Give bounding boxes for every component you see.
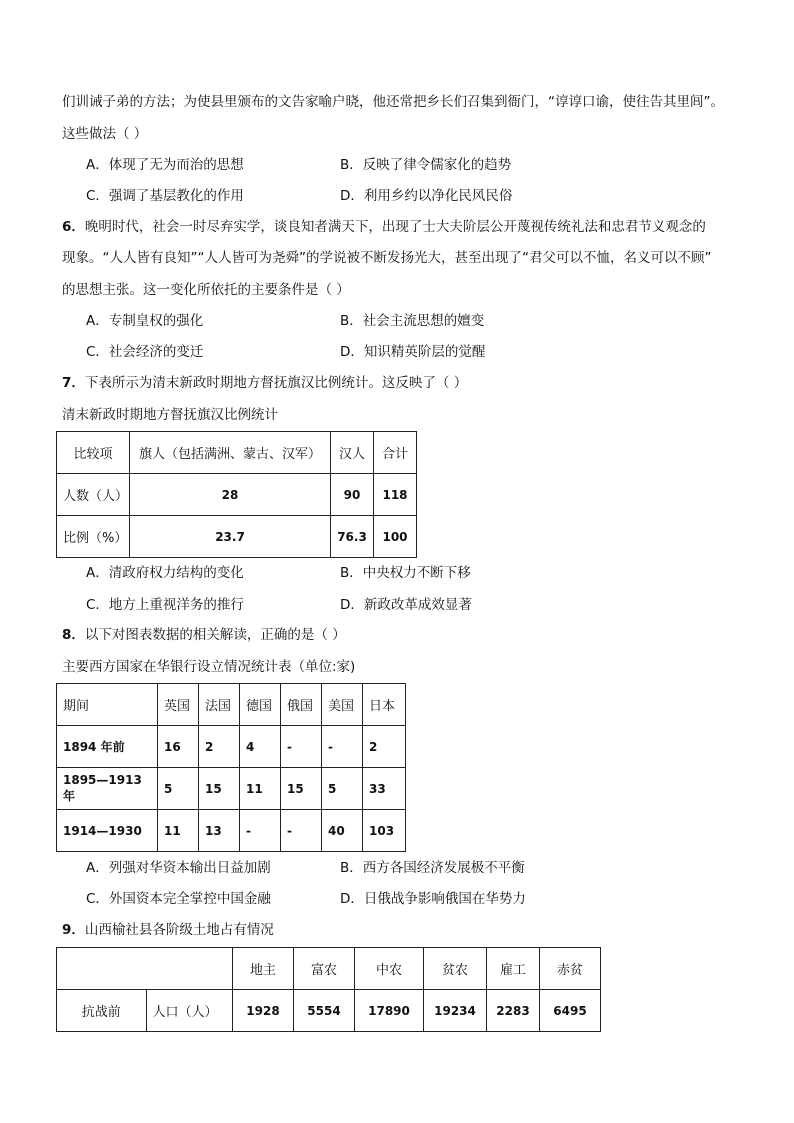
q8-cell: 1914—1930 [57, 810, 158, 852]
q7-option-c: C．地方上重视洋务的推行 [86, 597, 244, 613]
q9-header-cell: 赤贫 [540, 948, 601, 990]
q8-option-a: A．列强对华资本输出日益加剧 [86, 860, 271, 876]
q9-corner-cell [57, 948, 233, 990]
q8-cell: 2 [363, 726, 406, 768]
q8-cell: 5 [158, 768, 199, 810]
q8-table-row [57, 810, 406, 852]
q9-table-row [57, 990, 601, 1032]
q6-line-1 [62, 217, 706, 237]
q7-number: 7． [62, 375, 85, 391]
q9-label-cell: 人口（人） [146, 990, 233, 1032]
q9-header-cell: 雇工 [487, 948, 540, 990]
q8-cell: - [281, 810, 322, 852]
q6-option-a: A．专制皇权的强化 [86, 313, 204, 329]
q7-header-cell: 旗人（包括满洲、蒙古、汉军） [130, 432, 331, 474]
q8-cell: 16 [158, 726, 199, 768]
intro-option-b: B．反映了律令儒家化的趋势 [340, 157, 512, 173]
q8-stem-line [62, 625, 346, 645]
q9-header-row [57, 948, 601, 990]
q7-cell: 90 [331, 474, 374, 516]
q8-header-cell: 英国 [158, 684, 199, 726]
q9-cell: 2283 [487, 990, 540, 1032]
q8-cell: 40 [322, 810, 363, 852]
q9-cell: 6495 [540, 990, 601, 1032]
q8-table-row [57, 726, 406, 768]
q7-cell: 118 [374, 474, 417, 516]
intro-option-a: A．体现了无为而治的思想 [86, 157, 244, 173]
q9-header-cell: 富农 [294, 948, 355, 990]
q8-table-caption: 主要西方国家在华银行设立情况统计表（单位:家) [62, 659, 356, 675]
q9-cell: 5554 [294, 990, 355, 1032]
q7-header-row [57, 432, 417, 474]
q6-option-b: B．社会主流思想的嬗变 [340, 313, 485, 329]
q8-cell: 13 [199, 810, 240, 852]
q8-cell: 33 [363, 768, 406, 810]
q9-header-cell: 中农 [355, 948, 424, 990]
q8-cell: 2 [199, 726, 240, 768]
q9-table [56, 947, 601, 1032]
q6-line-2: 现象。“人人皆有良知”“人人皆可为尧舜”的学说被不断发扬光大，甚至出现了“君父可以不恤，名义可以不顾” [62, 250, 712, 266]
q7-option-a: A．清政府权力结构的变化 [86, 565, 244, 581]
q8-table-row [57, 768, 406, 810]
q7-table-caption: 清末新政时期地方督抚旗汉比例统计 [62, 407, 278, 423]
q8-cell: 1894 年前 [57, 726, 158, 768]
q9-period-cell: 抗战前 [57, 990, 147, 1032]
intro-option-c: C．强调了基层教化的作用 [86, 188, 244, 204]
q6-line-3: 的思想主张。这一变化所依托的主要条件是（ ） [62, 282, 350, 298]
q9-header-cell: 贫农 [424, 948, 487, 990]
intro-line-1: 们训诫子弟的方法；为使县里颁布的文告家喻户晓，他还常把乡长们召集到衙门，“谆谆口谕，使往告其里闾”。 [62, 94, 724, 110]
q8-header-row [57, 684, 406, 726]
q7-stem-line [62, 373, 467, 393]
q8-header-cell: 德国 [240, 684, 281, 726]
q8-header-cell: 俄国 [281, 684, 322, 726]
q7-option-d: D．新政改革成效显著 [340, 597, 472, 613]
q8-cell: 1895—1913 年 [57, 768, 158, 810]
q8-header-cell: 日本 [363, 684, 406, 726]
q8-header-cell: 期间 [57, 684, 158, 726]
q8-option-c: C．外国资本完全掌控中国金融 [86, 891, 271, 907]
q7-cell: 比例（%） [57, 516, 130, 558]
q7-header-cell: 汉人 [331, 432, 374, 474]
q7-header-cell: 比较项 [57, 432, 130, 474]
q9-cell: 17890 [355, 990, 424, 1032]
q7-cell: 28 [130, 474, 331, 516]
q8-option-b: B．西方各国经济发展极不平衡 [340, 860, 525, 876]
q7-cell: 100 [374, 516, 417, 558]
q8-cell: 5 [322, 768, 363, 810]
q6-number: 6． [62, 219, 85, 235]
q9-cell: 19234 [424, 990, 487, 1032]
q9-number: 9． [62, 922, 85, 938]
q9-stem: 山西榆社县各阶级土地占有情况 [84, 922, 274, 938]
q9-stem-line [62, 920, 274, 940]
q8-cell: - [322, 726, 363, 768]
q8-cell: 15 [199, 768, 240, 810]
intro-line-2: 这些做法（ ） [62, 126, 148, 142]
q7-header-cell: 合计 [374, 432, 417, 474]
q8-cell: 11 [240, 768, 281, 810]
q7-cell: 23.7 [130, 516, 331, 558]
q7-option-b: B．中央权力不断下移 [340, 565, 471, 581]
q8-cell: 4 [240, 726, 281, 768]
q8-header-cell: 美国 [322, 684, 363, 726]
intro-option-d: D．利用乡约以净化民风民俗 [340, 188, 513, 204]
q7-table-row [57, 516, 417, 558]
q6-option-c: C．社会经济的变迁 [86, 344, 204, 360]
q7-table [56, 431, 417, 558]
q8-number: 8． [62, 627, 85, 643]
q8-cell: 11 [158, 810, 199, 852]
q8-option-d: D．日俄战争影响俄国在华势力 [340, 891, 526, 907]
q8-cell: 15 [281, 768, 322, 810]
q7-table-row [57, 474, 417, 516]
q8-cell: - [240, 810, 281, 852]
q8-table [56, 683, 406, 852]
q9-cell: 1928 [233, 990, 294, 1032]
q7-cell: 76.3 [331, 516, 374, 558]
q7-cell: 人数（人） [57, 474, 130, 516]
q7-stem: 下表所示为清末新政时期地方督抚旗汉比例统计。这反映了（ ） [84, 375, 468, 391]
q9-header-cell: 地主 [233, 948, 294, 990]
q8-header-cell: 法国 [199, 684, 240, 726]
q6-option-d: D．知识精英阶层的觉醒 [340, 344, 486, 360]
q8-stem: 以下对图表数据的相关解读，正确的是（ ） [84, 627, 346, 643]
q8-cell: 103 [363, 810, 406, 852]
q8-cell: - [281, 726, 322, 768]
q6-text-1: 晚明时代，社会一时尽弃实学，谈良知者满天下，出现了士大夫阶层公开蔑视传统礼法和忠君节义观念的 [84, 219, 706, 235]
